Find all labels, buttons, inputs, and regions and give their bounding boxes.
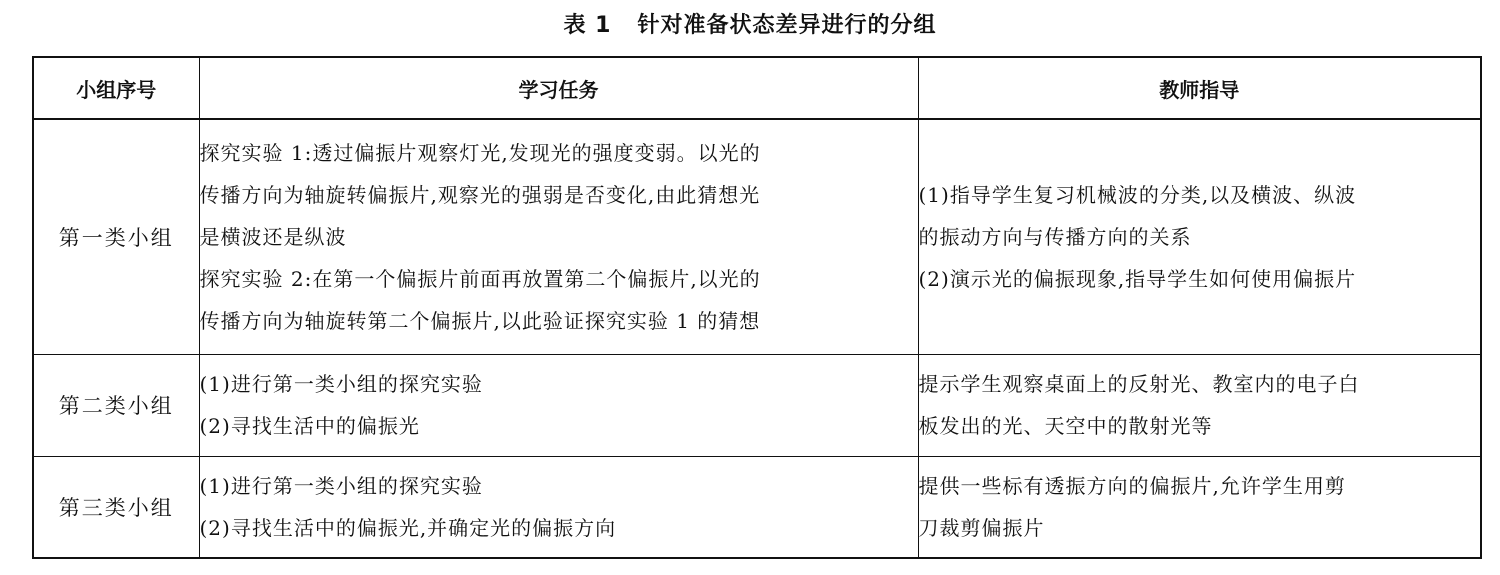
grouping-table <box>32 56 1482 559</box>
table-title: 针对准备状态差异进行的分组 <box>637 13 937 38</box>
group-cell: 第三类小组 <box>33 456 199 558</box>
guidance-line: (2)演示光的偏振现象,指导学生如何使用偏振片 <box>918 266 1357 291</box>
header-learning-task: 学习任务 <box>199 57 918 119</box>
task-line: 传播方向为轴旋转偏振片,观察光的强弱是否变化,由此猜想光 <box>199 182 761 207</box>
table-caption <box>0 10 1500 42</box>
header-teacher-guidance: 教师指导 <box>918 57 1481 119</box>
table-row <box>33 354 1481 456</box>
group-cell: 第二类小组 <box>33 354 199 456</box>
guidance-line: 板发出的光、天空中的散射光等 <box>918 414 1213 438</box>
header-row <box>33 57 1481 119</box>
table-row <box>33 119 1481 354</box>
task-cell <box>199 456 918 558</box>
guidance-line: (1)指导学生复习机械波的分类,以及横波、纵波 <box>918 182 1357 207</box>
task-line: 传播方向为轴旋转第二个偏振片,以此验证探究实验 1 的猜想 <box>199 308 761 333</box>
table-number: 表 1 <box>563 13 612 38</box>
guidance-cell <box>918 119 1481 354</box>
guidance-cell <box>918 456 1481 558</box>
task-cell <box>199 119 918 354</box>
task-line: (1)进行第一类小组的探究实验 <box>199 372 483 396</box>
table-row <box>33 456 1481 558</box>
guidance-line: 的振动方向与传播方向的关系 <box>918 224 1192 249</box>
guidance-line: 提示学生观察桌面上的反射光、教室内的电子白 <box>918 372 1360 396</box>
task-cell <box>199 354 918 456</box>
task-line: 探究实验 2:在第一个偏振片前面再放置第二个偏振片,以光的 <box>199 266 761 291</box>
header-group-number: 小组序号 <box>33 57 199 119</box>
guidance-line: 提供一些标有透振方向的偏振片,允许学生用剪 <box>918 473 1346 498</box>
task-line: 探究实验 1:透过偏振片观察灯光,发现光的强度变弱。以光的 <box>199 140 761 165</box>
task-line: 是横波还是纵波 <box>199 224 347 249</box>
guidance-line: 刀裁剪偏振片 <box>918 515 1045 540</box>
group-cell: 第一类小组 <box>33 119 199 354</box>
task-line: (2)寻找生活中的偏振光 <box>199 414 420 438</box>
task-line: (2)寻找生活中的偏振光,并确定光的偏振方向 <box>199 515 617 540</box>
guidance-cell <box>918 354 1481 456</box>
task-line: (1)进行第一类小组的探究实验 <box>199 473 483 498</box>
